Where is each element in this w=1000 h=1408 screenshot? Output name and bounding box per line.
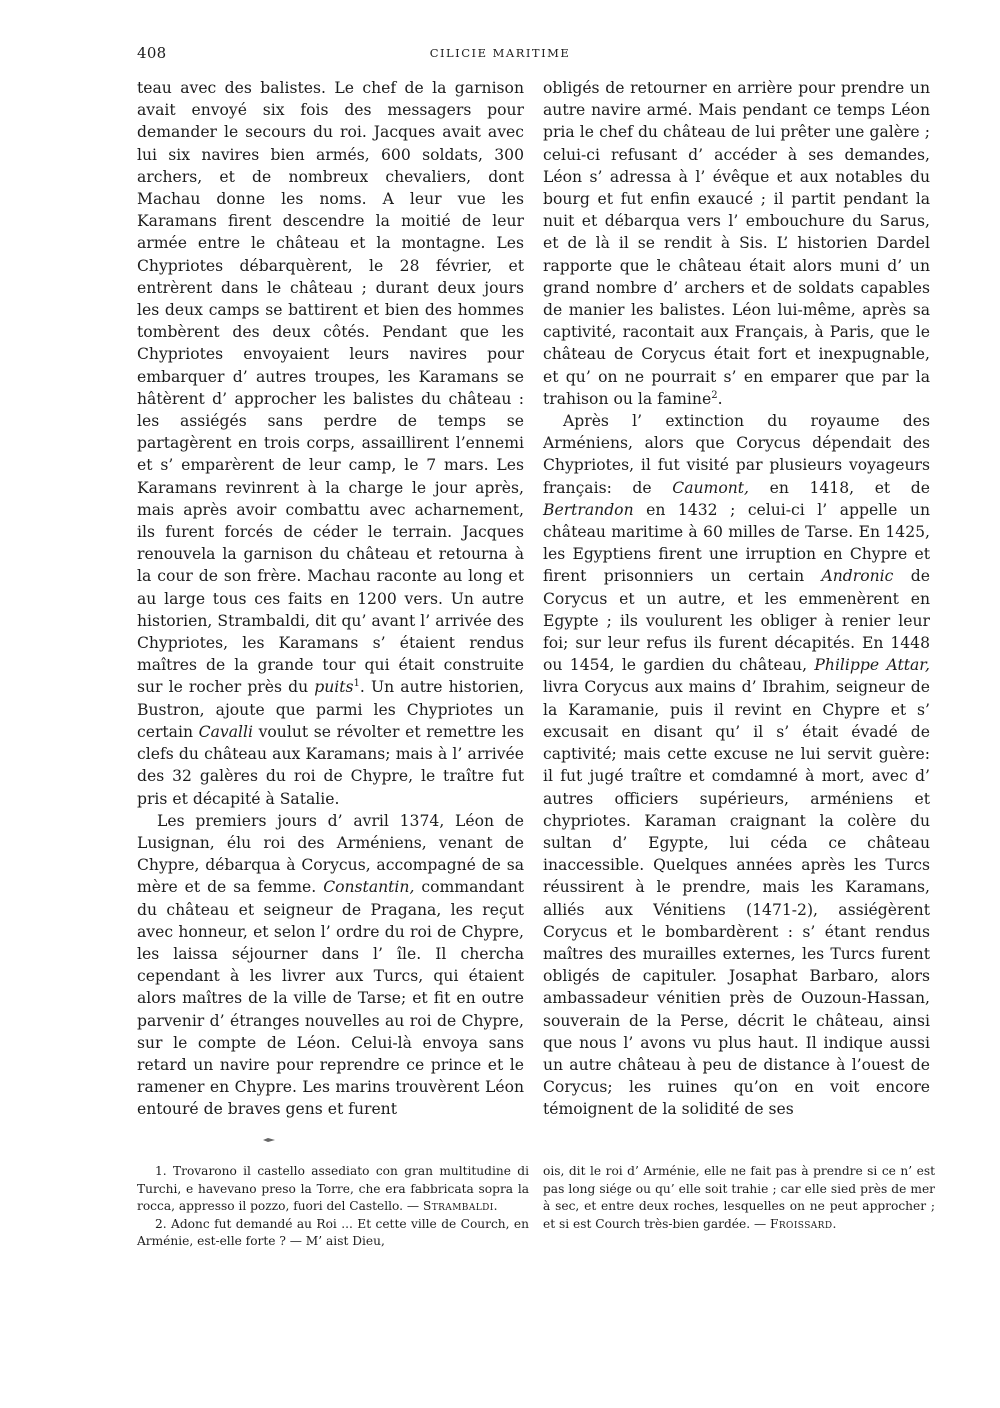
running-title: CILICIE MARITIME	[429, 46, 571, 60]
right-column	[543, 77, 930, 1121]
text-run: voulut se révolter et remettre les clefs du château aux Karamans; mais à l’ arrivée des 32 galères du roi de Chypre, le traître fut pris et décapité à Satalie.	[137, 722, 524, 808]
text-run: . Un autre historien, Bustron, ajoute que parmi les Chypriotes un certain	[137, 678, 524, 741]
footnote-text: 1. Trovarono il castello assediato con gran multitudine di Turchi, e havevano preso la Torre, che era fabbricata sopra la rocca, appresso il pozzo, fuori del Castello. —	[137, 1164, 529, 1214]
italic-text: Caumont,	[672, 478, 749, 497]
footnotes-right	[543, 1163, 935, 1233]
text-run: en 1418, et de	[769, 478, 930, 497]
text-run: Après l’ extinction du royaume des Arméniens, alors que Corycus dépendait des Chypriotes, il fut visité par plusieurs voyageurs français: de	[543, 412, 930, 497]
italic-text: Bertrandon	[543, 500, 634, 519]
left-column	[137, 77, 524, 1121]
footnote-text: 2. Adonc fut demandé au Roi ... Et cette ville de Courch, en Arménie, est-elle forte ? — M’ aist Dieu,	[137, 1216, 529, 1249]
text-run: obligés de retourner en arrière pour prendre un autre navire armé. Mais pendant ce temps Léon pria le chef du château de lui prêter une galère ; celui-ci refusant d’ accéder à ses demandes, Léon s’ adressa à l’ évêque et aux notables du bourg et fut enfin exaucé ; il partit pendant la nuit et débarqua vers l’ embouchure du Sarus, et de là il se rendit à Sis. L’ historien Dardel rapporte que le château était alors muni d’ un grand nombre d’ archers et de soldats capables de manier les balistes. Léon lui-même, après sa captivité, racontait aux Français, à Paris, que le château de Corycus était fort et inexpugnable, et qu’ on ne pourrait s’ en emparer que par la trahison ou la famine	[543, 79, 930, 408]
text-run: en 1432 ; celui-ci l’ appelle un château maritime à 60 milles de Tarse. En 1425, les Egyptiens firent une irruption en Chypre et firent prisonniers un certain	[543, 500, 930, 586]
paragraph	[137, 77, 524, 810]
italic-text: Philippe Attar,	[814, 656, 930, 675]
footnotes-left	[137, 1163, 529, 1251]
paragraph	[543, 77, 930, 410]
footnote-ref[interactable]: 2	[711, 389, 718, 401]
italic-text: Cavalli	[198, 722, 253, 741]
footnote-source: Strambaldi.	[422, 1199, 498, 1214]
text-run: livra Corycus aux mains d’ Ibrahim, seigneur de la Karamanie, puis il revint en Chypre et s’ excusait en disant qu’ il s’ était évadé de captivité; mais cette excuse ne lui servit guère: il fut jugé traître et comdamné à mort, avec d’ autres officiers supérieurs, arméniens et chypriotes. Karaman craignant la colère du sultan d’ Egypte, lui céda ce château inaccessible. Quelques années après les Turcs réussirent à le prendre, mais les Karamans, alliés aux Vénitiens (1471-2), assiégèrent Corycus et le bombardèrent : s’ étant rendus maîtres des murailles externes, les Turcs furent obligés de capituler. Josaphat Barbaro, alors ambassadeur vénitien près de Ouzoun-Hassan, souverain de la Perse, décrit le château, ainsi que nous l’ avons vu plus haut. Il indique aussi un autre château à peu de distance à l’ouest de Corycus; les ruines qu’on en voit encore témoignent de la solidité de ses	[543, 678, 930, 1119]
footnote-text: ois, dit le roi d’ Arménie, elle ne fait pas à prendre si ce n’ est pas long siége ou qu’ elle soit trahie ; car elle sied près de mer à sec, et entre deux roches, lesquelles on ne peut approcher ; et si est Courch très-bien gardée. —	[543, 1164, 935, 1231]
italic-text: Constantin,	[323, 878, 415, 897]
footnote-ref[interactable]: 1	[353, 678, 360, 690]
text-run: .	[717, 389, 723, 408]
text-run: de Corycus et un autre, et les emmenèrent en Egypte ; ils voulurent les obliger à renier leur foi; sur leur refus ils furent décapités. En 1448 ou 1454, le gardien du château,	[543, 567, 930, 675]
text-run: teau avec des balistes. Le chef de la garnison avait envoyé six fois des messagers pour demander le secours du roi. Jacques avait avec lui six navires bien armés, 600 soldats, 300 archers, et de nombreux chevaliers, dont Machau donne les noms. A leur vue les Karamans firent descendre la moitié de leur armée entre le château et la montagne. Les Chypriotes débarquèrent, le 28 février, et entrèrent dans le château ; durant deux jours les deux camps se battirent et bien des hommes tombèrent des deux côtés. Pendant que les Chypriotes envoyaient leurs navires pour embarquer d’ autres troupes, les Karamans se hâtèrent d’ approcher les balistes du château : les assiégés sans perdre de temps se partagèrent en trois corps, assaillirent l’ennemi et s’ emparèrent de leur camp, le 7 mars. Les Karamans revinrent à la charge le jour après, mais après avoir combattu avec acharnement, ils furent forcés de céder le terrain. Jacques renouvela la garnison du château et retourna à la cour de son frère. Machau raconte au long et au large tous ces faits en 1200 vers. Un autre historien, Strambaldi, dit qu’ avant l’ arrivée des Chypriotes, les Karamans s’ étaient rendus maîtres de la grande tour qui était construite sur le rocher près du	[137, 79, 524, 697]
page-number: 408	[137, 44, 167, 62]
paragraph	[137, 810, 524, 1121]
footnote-source: Froissard.	[770, 1216, 837, 1231]
footnote-divider-ornament	[262, 1137, 276, 1143]
footnote-2-continued	[543, 1163, 935, 1233]
footnote-2	[137, 1216, 529, 1251]
italic-text: puits	[314, 678, 354, 697]
italic-text: Andronic	[821, 567, 894, 586]
text-run: Les premiers jours d’ avril 1374, Léon de Lusignan, élu roi des Arméniens, venant de Chypre, débarqua à Corycus, accompagné de sa mère et de sa femme.	[137, 811, 524, 897]
text-run: commandant du château et seigneur de Pragana, les reçut avec honneur, et selon l’ ordre du roi de Chypre, les laissa séjourner dans l’ île. Il chercha cependant à les livrer aux Turcs, qui étaient alors maîtres de la ville de Tarse; et fit en outre parvenir d’ étranges nouvelles au roi de Chypre, sur le compte de Léon. Celui-là envoya sans retard un navire pour reprendre ce prince et le ramener en Chypre. Les marins trouvèrent Léon entouré de braves gens et furent	[137, 878, 524, 1119]
paragraph	[543, 410, 930, 1121]
footnote-1	[137, 1163, 529, 1216]
